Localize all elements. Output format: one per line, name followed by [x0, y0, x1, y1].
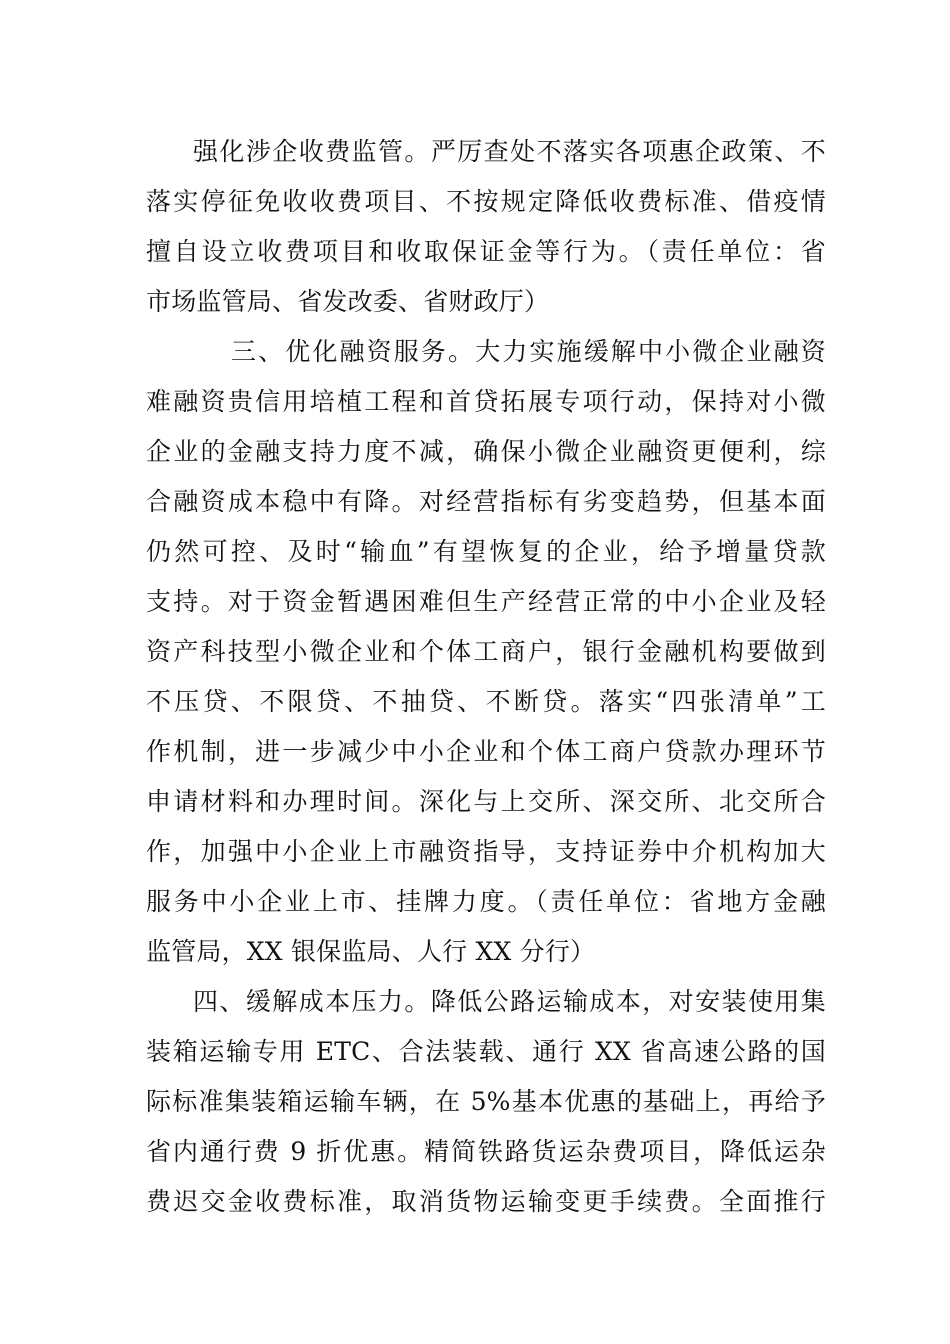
paragraph-line: 申请材料和办理时间。深化与上交所、深交所、北交所合	[146, 787, 826, 816]
paragraph-line: 省内通行费 9 折优惠。精简铁路货运杂费项目，降低运杂	[146, 1137, 826, 1166]
paragraph-line: 际标准集装箱运输车辆，在 5%基本优惠的基础上，再给予	[146, 1087, 826, 1116]
paragraph-line: 合融资成本稳中有降。对经营指标有劣变趋势，但基本面	[146, 487, 826, 516]
paragraph-line: 作，加强中小企业上市融资指导，支持证券中介机构加大	[146, 837, 826, 866]
paragraph-line: 不压贷、不限贷、不抽贷、不断贷。落实“四张清单”工	[146, 687, 826, 716]
paragraph-line: 作机制，进一步减少中小企业和个体工商户贷款办理环节	[146, 737, 826, 766]
paragraph-line: 企业的金融支持力度不减，确保小微企业融资更便利，综	[146, 437, 826, 466]
paragraph-line: 装箱运输专用 ETC、合法装载、通行 XX 省高速公路的国	[146, 1037, 826, 1066]
paragraph-line: 落实停征免收收费项目、不按规定降低收费标准、借疫情	[146, 187, 826, 216]
paragraph-line: 费迟交金收费标准，取消货物运输变更手续费。全面推行	[146, 1187, 826, 1216]
section-heading-line: 三、优化融资服务。大力实施缓解中小微企业融资	[231, 337, 826, 366]
paragraph-line: 强化涉企收费监管。严厉查处不落实各项惠企政策、不	[193, 137, 826, 166]
paragraph-line: 难融资贵信用培植工程和首贷拓展专项行动，保持对小微	[146, 387, 826, 416]
paragraph-line: 支持。对于资金暂遇困难但生产经营正常的中小企业及轻	[146, 587, 826, 616]
paragraph-line: 服务中小企业上市、挂牌力度。（责任单位：省地方金融	[146, 887, 826, 916]
paragraph-line: 监管局，XX 银保监局、人行 XX 分行）	[146, 937, 596, 966]
paragraph-line: 仍然可控、及时“输血”有望恢复的企业，给予增量贷款	[146, 537, 826, 566]
section-heading-line: 四、缓解成本压力。降低公路运输成本，对安装使用集	[193, 987, 826, 1016]
paragraph-line: 资产科技型小微企业和个体工商户，银行金融机构要做到	[146, 637, 826, 666]
paragraph-line: 擅自设立收费项目和收取保证金等行为。（责任单位：省	[146, 237, 826, 266]
paragraph-line: 市场监管局、省发改委、省财政厅）	[146, 287, 550, 316]
